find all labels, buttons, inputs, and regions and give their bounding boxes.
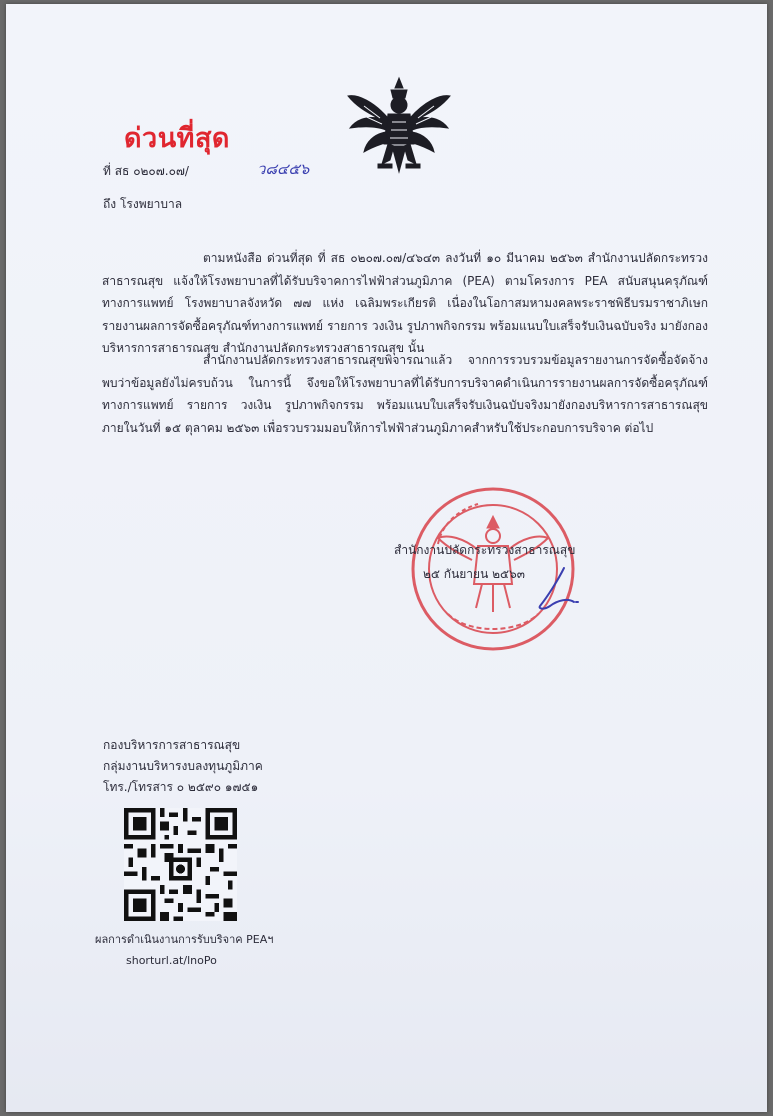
department-name: กองบริหารการสาธารณสุข bbox=[103, 738, 241, 752]
reference-handwritten: ว๘๔๕๖ bbox=[257, 160, 310, 178]
signatory-organization: สำนักงานปลัดกระทรวงสาธารณสุข bbox=[394, 543, 576, 557]
reference-number: ที่ สธ ๐๒๐๗.๐๗/ bbox=[103, 164, 189, 178]
signatory-date: ๒๕ กันยายน ๒๕๖๓ bbox=[423, 567, 525, 581]
addressee-line: ถึง โรงพยาบาล bbox=[103, 197, 183, 211]
division-name: กลุ่มงานบริหารงบลงทุนภูมิภาค bbox=[103, 759, 263, 773]
handwritten-signature bbox=[528, 562, 588, 614]
letter-page bbox=[6, 4, 767, 1112]
qr-caption: ผลการดำเนินงานการรับบริจาค PEAฯ bbox=[95, 933, 274, 946]
qr-code bbox=[124, 808, 237, 921]
body-paragraph-2: สำนักงานปลัดกระทรวงสาธารณสุขพิจารณาแล้ว จากการรวบรวมข้อมูลรายงานการจัดซื้อจัดจ้าง พบว่าข้อมูลยังไม่ครบถ้วน ในการนี้ จึงขอให้โรงพยาบาลที่ได้รับการบริจาคดำเนินการรายงานผลการจัดซื้อครุภัณฑ์ทางการแพทย์ รายการ วงเงิน รูปภาพกิจกรรม พร้อมแนบใบเสร็จรับเงินฉบับจริงมายังกองบริหารการสาธารณสุข ภายในวันที่ ๑๕ ตุลาคม ๒๕๖๓ เพื่อรวบรวมมอบให้การไฟฟ้าส่วนภูมิภาคสำหรับใช้ประกอบการบริจาค ต่อไป bbox=[102, 353, 708, 435]
qr-short-url: shorturl.at/lnoPo bbox=[126, 954, 217, 967]
body-paragraph-1: ตามหนังสือ ด่วนที่สุด ที่ สธ ๐๒๐๗.๐๗/๔๖๔๓ ลงวันที่ ๑๐ มีนาคม ๒๕๖๓ สำนักงานปลัดกระทรวงสาธารณสุข แจ้งให้โรงพยาบาลที่ได้รับบริจาคการไฟฟ้าส่วนภูมิภาค (PEA) ตามโครงการ PEA สนับสนุนครุภัณฑ์ทางการแพทย์ โรงพยาบาลจังหวัด ๗๗ แห่ง เฉลิมพระเกียรติ เนื่องในโอกาสมหามงคลพระราชพิธีบรมราชาภิเษก รายงานผลการจัดซื้อครุภัณฑ์ทางการแพทย์ รายการ วงเงิน รูปภาพกิจกรรม พร้อมแนบใบเสร็จรับเงินฉบับจริง มายังกองบริหารการสาธารณสุข สำนักงานปลัดกระทรวงสาธารณสุข นั้น bbox=[102, 251, 708, 355]
urgency-mark: ด่วนที่สุด bbox=[124, 123, 230, 154]
garuda-emblem-icon bbox=[344, 72, 454, 180]
phone-fax: โทร./โทรสาร ๐ ๒๕๙๐ ๑๗๕๑ bbox=[103, 780, 259, 794]
